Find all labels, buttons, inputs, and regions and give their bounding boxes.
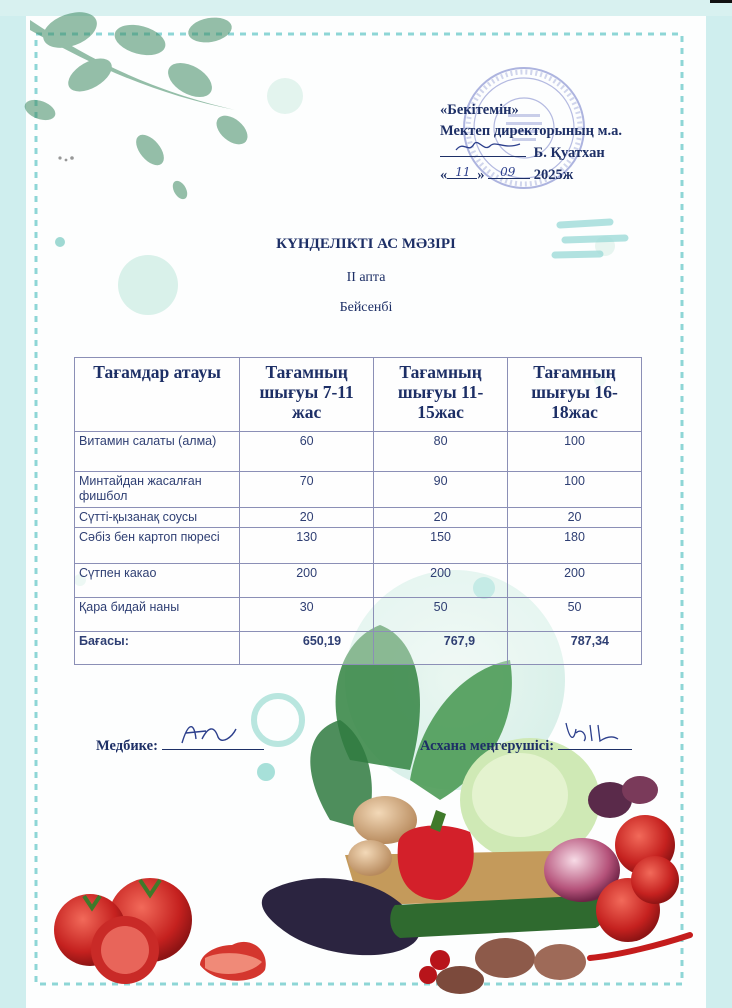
portion-16-18: 180	[508, 528, 642, 564]
canteen-head-signature-scribble	[562, 719, 622, 747]
nurse-label: Медбике:	[96, 738, 158, 754]
left-border-strip	[0, 0, 26, 1008]
portion-16-18: 200	[508, 564, 642, 598]
portion-11-15: 20	[374, 508, 508, 528]
table-total-row	[75, 632, 642, 665]
portion-11-15: 200	[374, 564, 508, 598]
date-open-quote: «	[440, 167, 448, 183]
portion-7-11: 130	[240, 528, 374, 564]
menu-day: Бейсенбі	[339, 300, 393, 315]
canteen-head-label: Асхана меңгерушісі:	[420, 738, 555, 754]
header-dish-name: Тағамдар атауы	[75, 358, 240, 432]
approval-title: «Бекітемін»	[440, 102, 519, 118]
table-row	[75, 564, 642, 598]
date-mid-quote: »	[477, 167, 485, 183]
total-label: Бағасы:	[75, 632, 240, 665]
total-7-11: 650,19	[240, 632, 374, 665]
menu-title: КҮНДЕЛІКТІ АС МӘЗІРІ	[276, 236, 456, 252]
dish-name: Сүтті-қызанақ соусы	[75, 508, 240, 528]
portion-11-15: 50	[374, 598, 508, 632]
portion-7-11: 30	[240, 598, 374, 632]
date-month: 09	[500, 165, 516, 179]
table-header-row	[75, 358, 642, 432]
right-border-strip	[706, 0, 732, 1008]
portion-7-11: 60	[240, 432, 374, 472]
table-row	[75, 472, 642, 508]
approval-signature-line	[440, 142, 622, 164]
menu-week: II апта	[346, 270, 386, 285]
portion-16-18: 100	[508, 472, 642, 508]
table-row	[75, 508, 642, 528]
portion-16-18: 50	[508, 598, 642, 632]
table-row	[75, 432, 642, 472]
dish-name: Сәбіз бен картоп пюресі	[75, 528, 240, 564]
nurse-signature-scribble	[176, 717, 240, 747]
scan-edge-mark	[710, 0, 732, 3]
portion-16-18: 100	[508, 432, 642, 472]
header-age-7-11: Тағамның шығуы 7-11 жас	[240, 358, 374, 432]
nurse-signature-field[interactable]	[162, 733, 264, 750]
date-year: 2025ж	[533, 167, 574, 183]
portion-7-11: 200	[240, 564, 374, 598]
approval-block	[440, 100, 622, 186]
portion-11-15: 90	[374, 472, 508, 508]
portion-7-11: 20	[240, 508, 374, 528]
approval-date-line	[440, 164, 622, 186]
date-month-field[interactable]	[488, 164, 530, 179]
portion-16-18: 20	[508, 508, 642, 528]
vegetables-illustration	[54, 625, 690, 994]
portion-7-11: 70	[240, 472, 374, 508]
date-day: 11	[455, 165, 471, 179]
portion-11-15: 150	[374, 528, 508, 564]
header-age-11-15: Тағамның шығуы 11-15жас	[374, 358, 508, 432]
dish-name: Минтайдан жасалған фишбол	[75, 472, 240, 508]
menu-table	[74, 357, 642, 665]
portion-11-15: 80	[374, 432, 508, 472]
dish-name: Витамин салаты (алма)	[75, 432, 240, 472]
director-signature-scribble	[454, 138, 524, 156]
total-11-15: 767,9	[374, 632, 508, 665]
director-name: Б. Қуатхан	[533, 145, 605, 161]
date-day-field[interactable]	[447, 164, 477, 179]
canteen-head-signature-block	[420, 733, 632, 755]
approval-position: Мектеп директорының м.а.	[440, 123, 622, 139]
total-16-18: 787,34	[508, 632, 642, 665]
header-age-16-18: Тағамның шығуы 16-18жас	[508, 358, 642, 432]
nurse-signature-block	[96, 733, 264, 755]
dish-name: Сүтпен какао	[75, 564, 240, 598]
director-signature-field[interactable]	[440, 142, 526, 157]
table-row	[75, 598, 642, 632]
dish-name: Қара бидай наны	[75, 598, 240, 632]
canteen-head-signature-field[interactable]	[558, 733, 632, 750]
table-row	[75, 528, 642, 564]
